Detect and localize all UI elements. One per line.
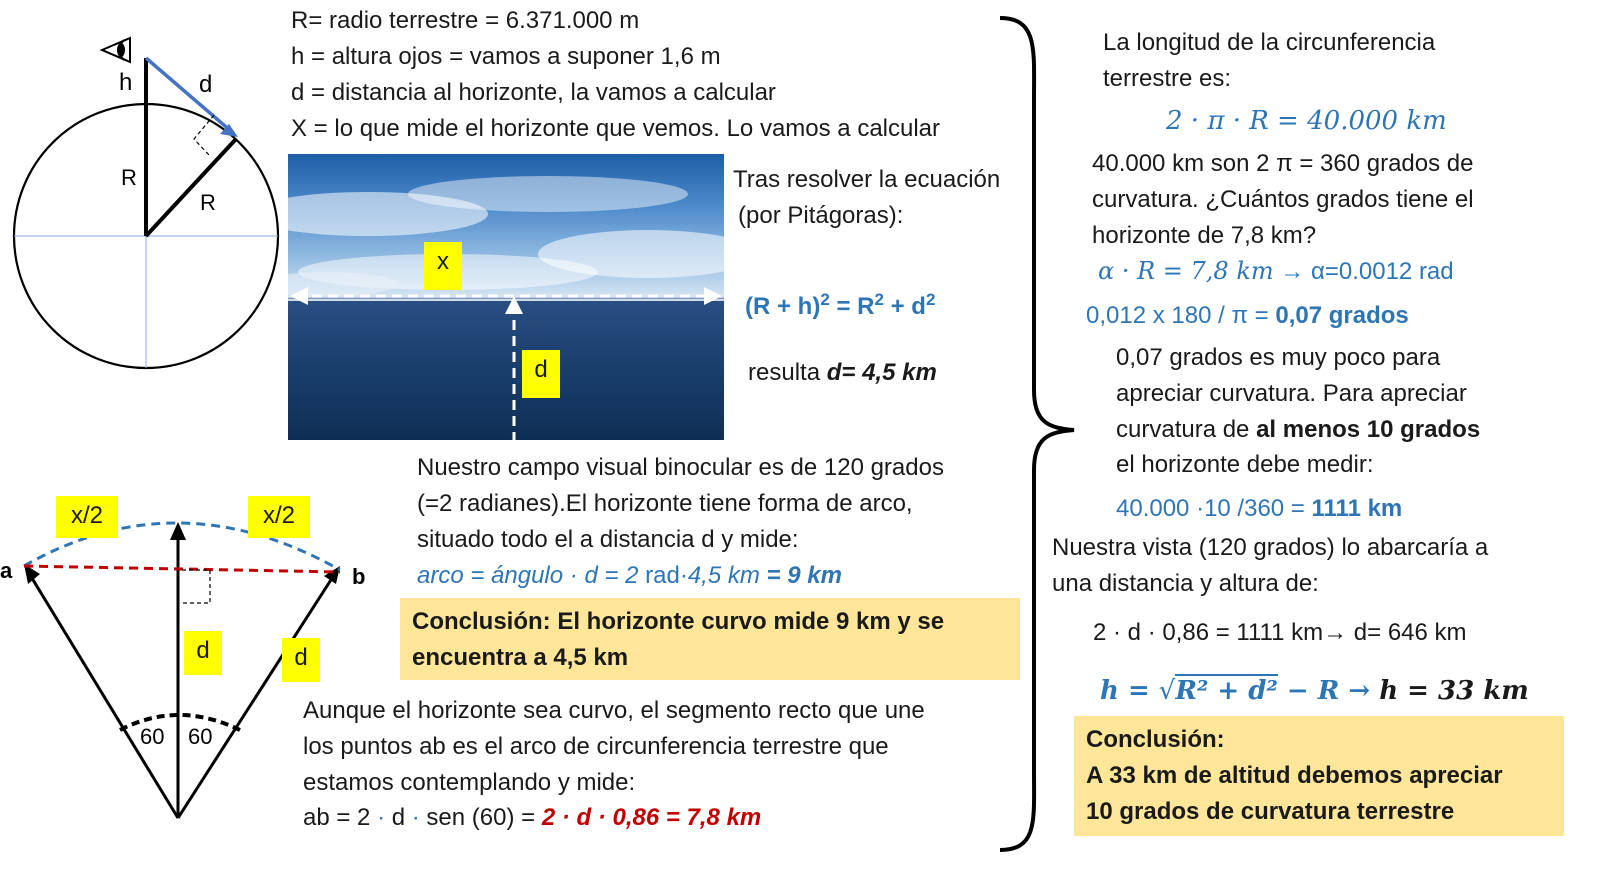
curly-brace <box>990 10 1080 860</box>
view-text-1: Nuestra vista (120 grados) lo abarcaría a <box>1052 534 1489 561</box>
circumference-text-2: terrestre es: <box>1103 65 1232 92</box>
label-h: h <box>119 69 133 96</box>
eye-icon <box>102 38 130 62</box>
sea-horizon-photo <box>288 154 724 440</box>
curvature-text-2: apreciar curvatura. Para apreciar <box>1116 380 1467 407</box>
distance-formula: 2 · d · 0,86 = 1111 km→ d= 646 km <box>1093 619 1467 646</box>
binocular-text-3: situado todo el a distancia d y mide: <box>417 526 799 553</box>
segment-formula: ab = 2 · d · sen (60) = 2 · d · 0,86 = 7,8 km <box>303 804 762 831</box>
conclusion-box-2: Conclusión: A 33 km de altitud debemos apreciar 10 grados de curvatura terrestre <box>1074 716 1564 836</box>
binocular-text-2: (=2 radianes).El horizonte tiene forma de arco, <box>417 490 913 517</box>
label-r-left: R <box>121 165 137 190</box>
degrees-formula: 0,012 x 180 / π = 0,07 grados <box>1086 302 1409 329</box>
label-a: a <box>0 558 13 583</box>
definition-h: h = altura ojos = vamos a suponer 1,6 m <box>291 43 721 70</box>
pythagoras-text-1: Tras resolver la ecuación <box>733 166 1001 193</box>
degrees-text-1: 40.000 km son 2 π = 360 grados de <box>1092 150 1474 177</box>
binocular-text-1: Nuestro campo visual binocular es de 120 grados <box>417 454 944 481</box>
label-r-right: R <box>200 190 216 215</box>
label-d: d <box>199 71 213 98</box>
pythagoras-text-2: (por Pitágoras): <box>738 202 904 229</box>
label-d-right: d <box>282 638 320 682</box>
height-formula: h = √R² + d² − R → h = 33 km <box>1100 676 1529 706</box>
pythagoras-result: resulta d= 4,5 km <box>748 359 937 386</box>
definition-r: R= radio terrestre = 6.371.000 m <box>291 7 640 34</box>
label-x2-left: x/2 <box>56 496 118 538</box>
segment-text-3: estamos contemplando y mide: <box>303 769 636 796</box>
label-x-photo: x <box>424 242 462 290</box>
label-x2-right: x/2 <box>248 496 310 538</box>
degrees-text-3: horizonte de 7,8 km? <box>1092 222 1317 249</box>
angle-right: 60 <box>188 724 213 749</box>
pythagoras-equation: $(R + h)^2 = R^2 + d^2$ <box>745 290 936 320</box>
circumference-text-1: La longitud de la circunferencia <box>1103 29 1436 56</box>
definition-x: X = lo que mide el horizonte que vemos. Lo vamos a calcular <box>291 115 941 142</box>
curvature-text-4: el horizonte debe medir: <box>1116 451 1374 478</box>
conclusion-box-1: Conclusión: El horizonte curvo mide 9 km y se encuentra a 4,5 km <box>400 598 1020 680</box>
circumference-formula: 2 · π · R = 40.000 km <box>1166 106 1447 136</box>
label-d-photo: d <box>522 350 560 398</box>
arc-formula: arco = ángulo · d = 2 rad·4,5 km = 9 km <box>417 562 842 589</box>
definition-d: d = distancia al horizonte, la vamos a calcular <box>291 79 776 106</box>
horizon-length-formula: 40.000 ·10 /360 = 1111 km <box>1116 495 1403 522</box>
label-d-center: d <box>184 631 222 675</box>
label-b: b <box>352 564 366 589</box>
angle-left: 60 <box>140 724 165 749</box>
degrees-text-2: curvatura. ¿Cuántos grados tiene el <box>1092 186 1474 213</box>
view-text-2: una distancia y altura de: <box>1052 570 1319 597</box>
segment-text-2: los puntos ab es el arco de circunferencia terrestre que <box>303 733 889 760</box>
segment-text-1: Aunque el horizonte sea curvo, el segmento recto que une <box>303 697 925 724</box>
curvature-text-3: curvatura de al menos 10 grados <box>1116 416 1481 443</box>
earth-circle-diagram <box>0 30 290 450</box>
alpha-formula: α · R = 7,8 km → α=0.0012 rad <box>1098 257 1454 285</box>
curvature-text-1: 0,07 grados es muy poco para <box>1116 344 1441 371</box>
